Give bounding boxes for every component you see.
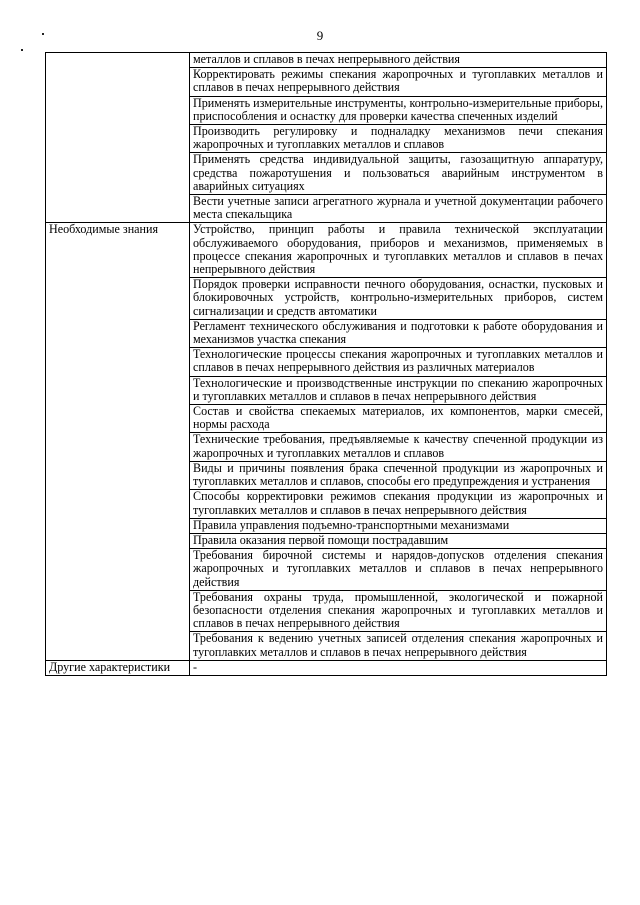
table-row	[46, 660, 607, 675]
requirement-item: Правила оказания первой помощи пострадавшим	[190, 533, 607, 548]
section-label: Необходимые знания	[46, 223, 190, 660]
requirement-item: Состав и свойства спекаемых материалов, их компонентов, марки смесей, нормы расхода	[190, 405, 607, 433]
table-row	[46, 223, 607, 278]
requirement-item: Способы корректировки режимов спекания продукции из жаропрочных и тугоплавких металлов и сплавов в печах непрерывного действия	[190, 490, 607, 518]
requirement-item: Правила управления подъемно-транспортными механизмами	[190, 518, 607, 533]
requirement-item: металлов и сплавов в печах непрерывного действия	[190, 53, 607, 68]
requirement-item: Технологические и производственные инструкции по спеканию жаропрочных и тугоплавких металлов и сплавов в печах непрерывного действия	[190, 376, 607, 404]
requirement-item: Порядок проверки исправности печного оборудования, оснастки, пусковых и блокировочных устройств, контрольно-измерительных приборов, систем сигнализации и средств автоматики	[190, 278, 607, 320]
requirement-item: Технологические процессы спекания жаропрочных и тугоплавких металлов и сплавов в печах непрерывного действия из различных материалов	[190, 348, 607, 376]
requirement-item: Требования охраны труда, промышленной, экологической и пожарной безопасности отделения спекания жаропрочных и тугоплавких металлов и сплавов в печах непрерывного действия	[190, 590, 607, 632]
scan-mark	[21, 49, 23, 51]
requirement-item: Вести учетные записи агрегатного журнала и учетной документации рабочего места спекальщика	[190, 195, 607, 223]
requirement-item: Требования бирочной системы и нарядов-допусков отделения спекания жаропрочных и тугоплавких металлов и сплавов в печах непрерывного действия	[190, 549, 607, 591]
requirement-item: Требования к ведению учетных записей отделения спекания жаропрочных и тугоплавких металлов и сплавов в печах непрерывного действия	[190, 632, 607, 660]
qualification-table	[45, 52, 607, 676]
section-label	[46, 53, 190, 223]
table-row	[46, 53, 607, 68]
page-number: 9	[316, 28, 324, 43]
requirement-item: Применять средства индивидуальной защиты, газозащитную аппаратуру, средства пожаротушения и пользоваться аварийным инструментом в аварийных ситуациях	[190, 153, 607, 195]
scan-mark	[42, 33, 44, 35]
requirement-item: Применять измерительные инструменты, контрольно-измерительные приборы, приспособления и оснастку для проверки качества спеченных изделий	[190, 96, 607, 124]
requirement-item: Технические требования, предъявляемые к качеству спеченной продукции из жаропрочных и тугоплавких металлов и сплавов	[190, 433, 607, 461]
requirement-item: -	[190, 660, 607, 675]
requirement-item: Устройство, принцип работы и правила технической эксплуатации обслуживаемого оборудования, приборов и механизмов, применяемых в процессе спекания жаропрочных и тугоплавких металлов и сплавов в печах непрерывного действия	[190, 223, 607, 278]
requirement-item: Виды и причины появления брака спеченной продукции из жаропрочных и тугоплавких металлов и сплавов, способы его предупреждения и устранения	[190, 461, 607, 489]
requirement-item: Производить регулировку и подналадку механизмов печи спекания жаропрочных и тугоплавких металлов и сплавов	[190, 125, 607, 153]
section-label: Другие характеристики	[46, 660, 190, 675]
requirement-item: Регламент технического обслуживания и подготовки к работе оборудования и механизмов участка спекания	[190, 319, 607, 347]
requirement-item: Корректировать режимы спекания жаропрочных и тугоплавких металлов и сплавов в печах непрерывного действия	[190, 68, 607, 96]
